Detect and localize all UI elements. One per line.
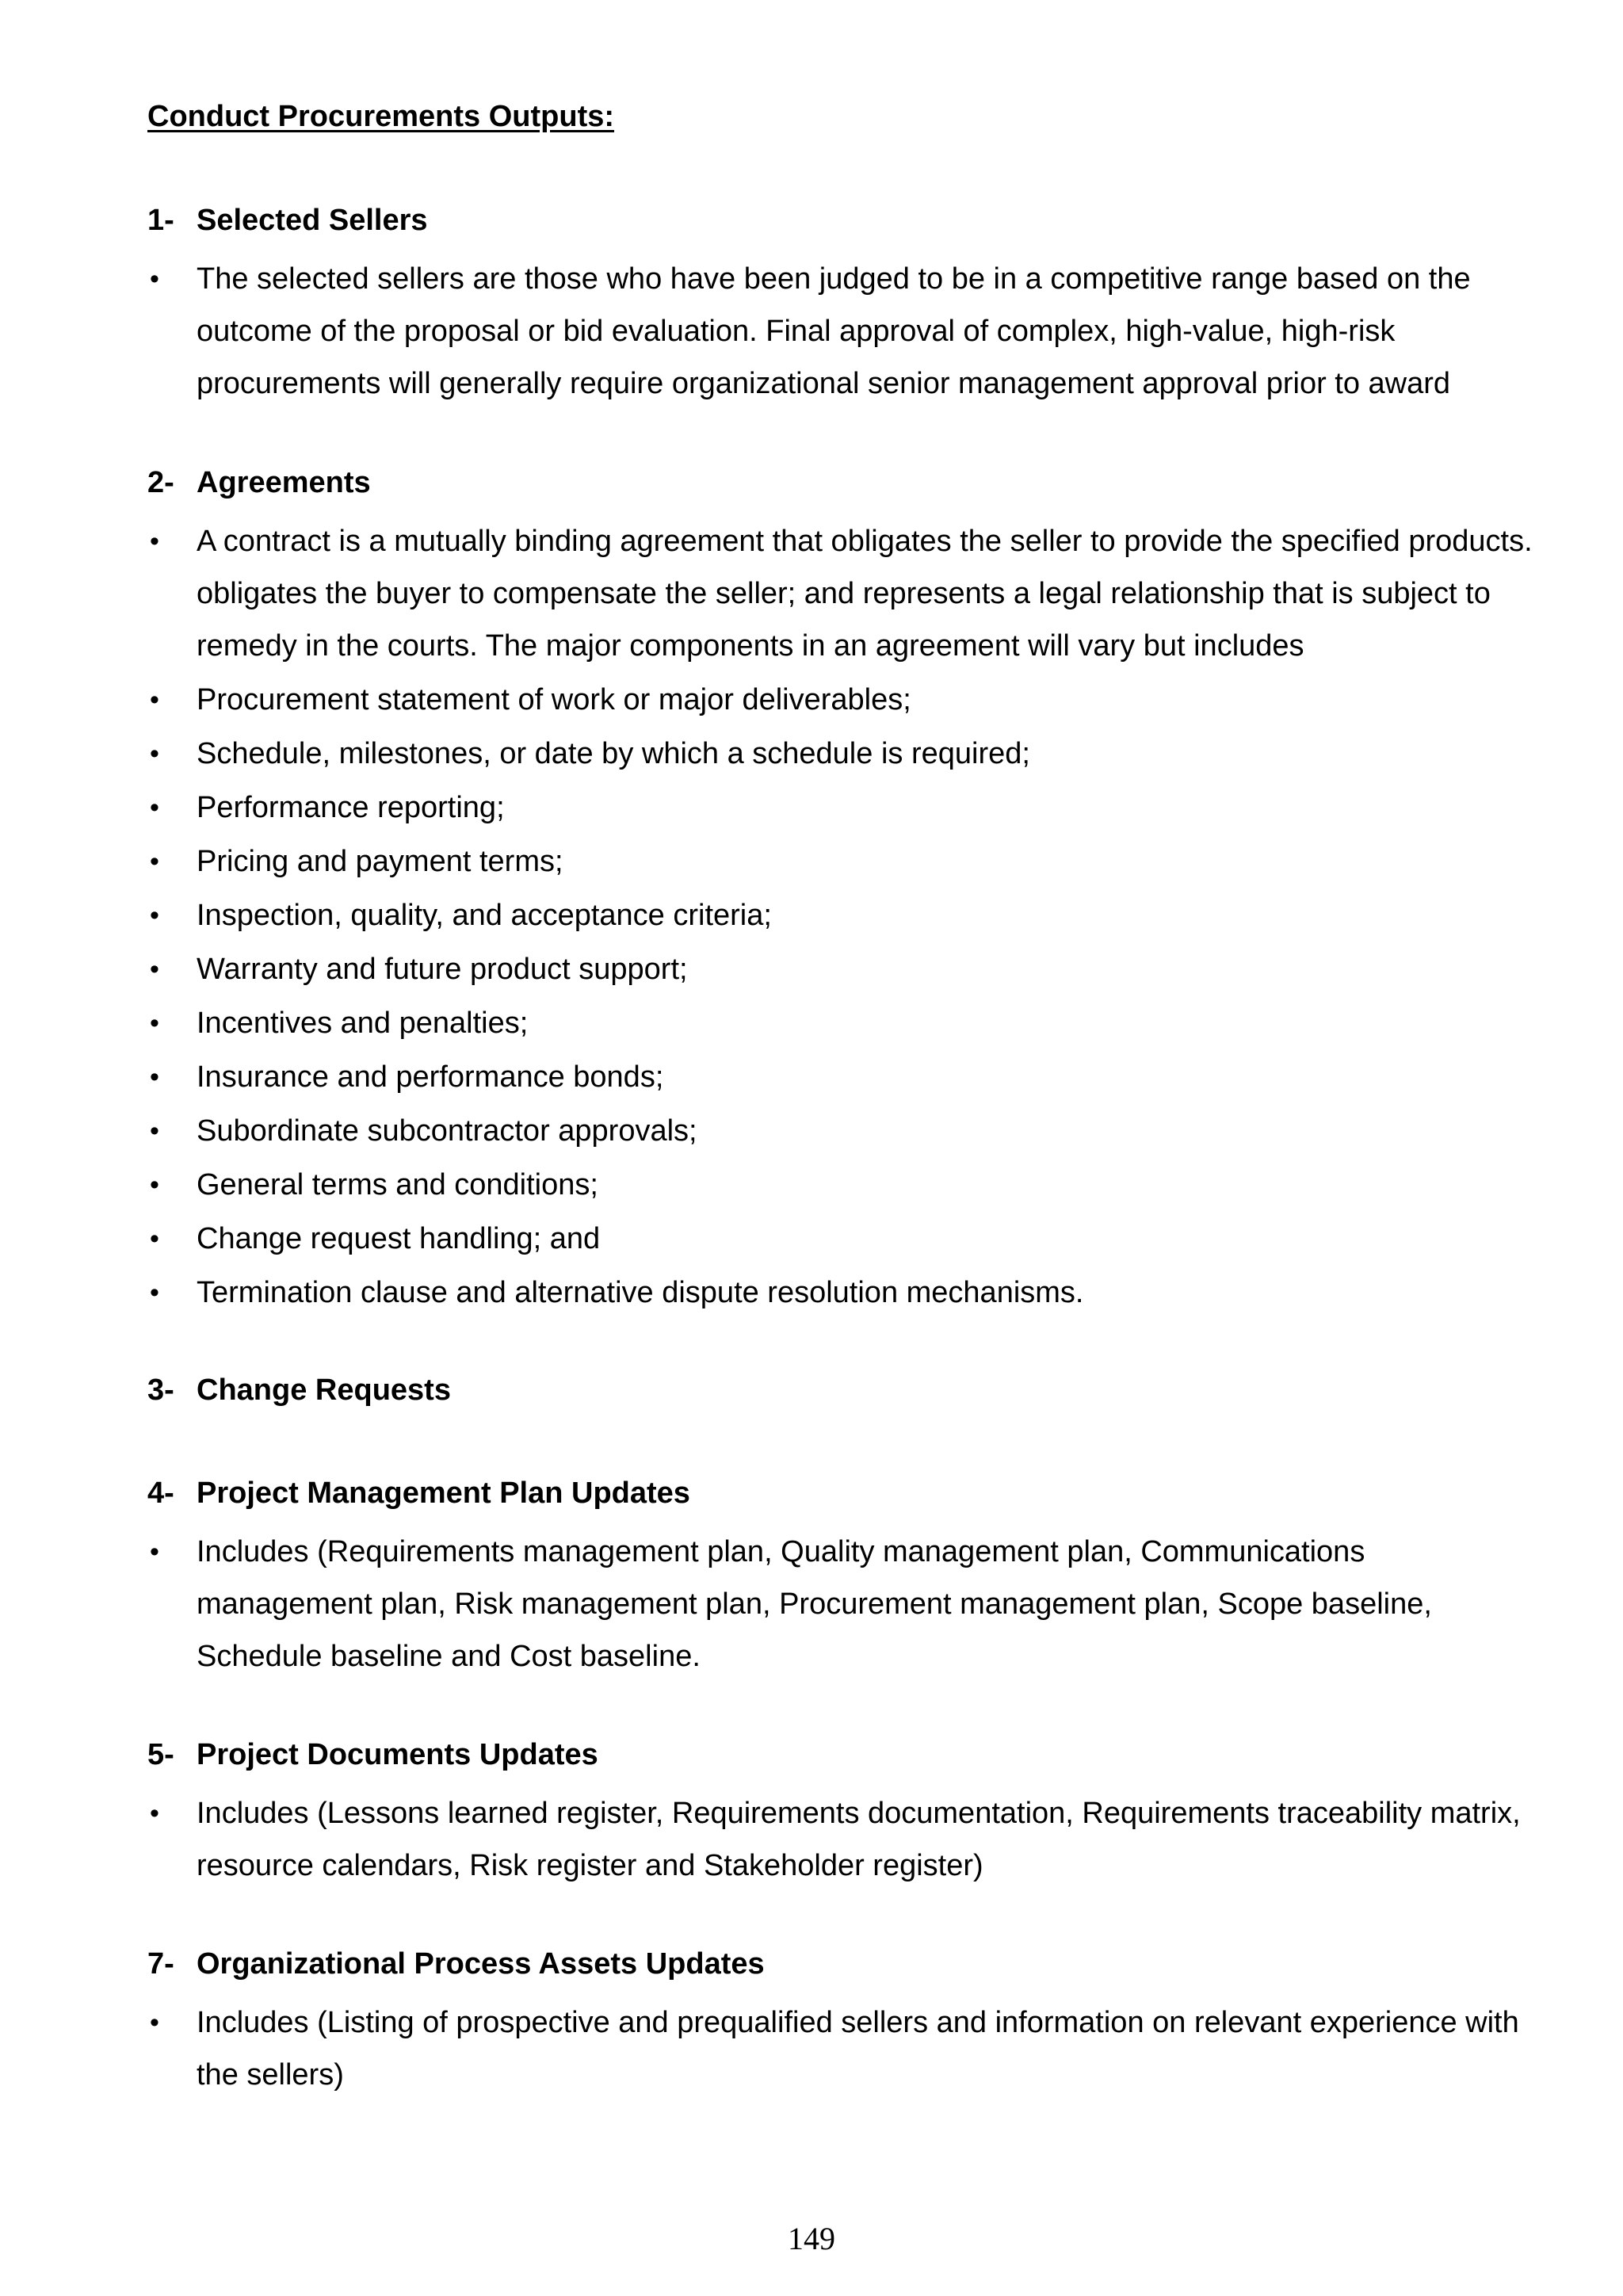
list-item-text: Performance reporting;	[197, 791, 505, 824]
section-title	[147, 199, 1542, 242]
list-item	[147, 674, 1542, 726]
bullet-icon: •	[150, 2008, 159, 2038]
list-item	[147, 781, 1542, 834]
bullet-icon: •	[150, 1170, 159, 1200]
page-heading: Conduct Procurements Outputs:	[147, 100, 615, 133]
list-item-text: Schedule, milestones, or date by which a schedule is required;	[197, 737, 1030, 770]
list-item-text: Includes (Listing of prospective and prequalified sellers and information on relevant experience with the sellers)	[197, 2006, 1519, 2092]
section-title-text: Agreements	[197, 466, 371, 499]
bullet-icon: •	[150, 1798, 159, 1828]
list-item-text: Termination clause and alternative dispute resolution mechanisms.	[197, 1276, 1084, 1309]
bullet-list	[147, 515, 1542, 1319]
list-item	[147, 1105, 1542, 1157]
list-item	[147, 1787, 1542, 1892]
bullet-list	[147, 253, 1542, 410]
section-number: 3-	[147, 1373, 174, 1407]
bullet-icon: •	[150, 1116, 159, 1146]
bullet-icon: •	[150, 1224, 159, 1254]
section-number: 5-	[147, 1738, 174, 1771]
section-title-text: Project Management Plan Updates	[197, 1477, 690, 1510]
list-item	[147, 889, 1542, 942]
list-item	[147, 1526, 1542, 1683]
section-title-text: Selected Sellers	[197, 204, 428, 237]
section-agreements	[147, 461, 1542, 1320]
list-item-text: The selected sellers are those who have been judged to be in a competitive range based on the outcome of the proposal or bid evaluation. Final approval of complex, high-value, high-risk procurements will generally require organizational senior management approval prior to award	[197, 262, 1471, 400]
list-item	[147, 1996, 1542, 2101]
bullet-icon: •	[150, 526, 159, 556]
list-item-text: Procurement statement of work or major deliverables;	[197, 683, 911, 716]
section-number: 7-	[147, 1947, 174, 1981]
bullet-list	[147, 1787, 1542, 1892]
list-item	[147, 1051, 1542, 1103]
list-item-text: Warranty and future product support;	[197, 953, 688, 986]
list-item	[147, 253, 1542, 410]
bullet-icon: •	[150, 1062, 159, 1092]
section-organizational-process-assets-updates	[147, 1943, 1542, 2103]
list-item-text: A contract is a mutually binding agreement that obligates the seller to provide the specified products. obligates the buyer to compensate the seller; and represents a legal relationship that is subject to remedy in the courts. The major components in an agreement will vary but includes	[197, 525, 1533, 663]
section-title	[147, 1472, 1542, 1515]
section-project-documents-updates	[147, 1733, 1542, 1893]
section-title-text: Organizational Process Assets Updates	[197, 1947, 765, 1981]
list-item	[147, 997, 1542, 1049]
list-item	[147, 943, 1542, 995]
bullet-list	[147, 1996, 1542, 2101]
bullet-icon: •	[150, 793, 159, 823]
bullet-icon: •	[150, 685, 159, 715]
bullet-icon: •	[150, 846, 159, 877]
section-number: 2-	[147, 466, 174, 499]
section-change-requests	[147, 1369, 1542, 1412]
bullet-icon: •	[150, 1537, 159, 1567]
bullet-icon: •	[150, 264, 159, 294]
section-title	[147, 1369, 1542, 1412]
section-title	[147, 1733, 1542, 1776]
list-item-text: General terms and conditions;	[197, 1168, 598, 1201]
list-item-text: Change request handling; and	[197, 1222, 601, 1255]
section-title-text: Project Documents Updates	[197, 1738, 598, 1771]
section-title	[147, 461, 1542, 504]
section-title-text: Change Requests	[197, 1373, 451, 1407]
bullet-icon: •	[150, 900, 159, 930]
list-item-text: Insurance and performance bonds;	[197, 1060, 664, 1094]
list-item-text: Subordinate subcontractor approvals;	[197, 1114, 697, 1148]
list-item-text: Incentives and penalties;	[197, 1007, 529, 1040]
list-item-text: Includes (Requirements management plan, Quality management plan, Communications management plan, Risk management plan, Procurement management plan, Scope baseline, Schedule baseline and Cost baseline.	[197, 1535, 1432, 1673]
bullet-icon: •	[150, 1278, 159, 1308]
list-item	[147, 1266, 1542, 1319]
list-item-text: Includes (Lessons learned register, Requirements documentation, Requirements traceability matrix, resource calendars, Risk register and Stakeholder register)	[197, 1797, 1521, 1882]
section-number: 4-	[147, 1477, 174, 1510]
list-item-text: Inspection, quality, and acceptance criteria;	[197, 899, 772, 932]
list-item	[147, 1159, 1542, 1211]
section-title	[147, 1943, 1542, 1985]
page-number: 149	[788, 2221, 835, 2256]
section-project-management-plan-updates	[147, 1472, 1542, 1684]
bullet-icon: •	[150, 954, 159, 984]
section-selected-sellers	[147, 199, 1542, 411]
list-item	[147, 515, 1542, 672]
section-number: 1-	[147, 204, 174, 237]
bullet-icon: •	[150, 739, 159, 769]
list-item	[147, 728, 1542, 780]
bullet-icon: •	[150, 1008, 159, 1038]
list-item	[147, 835, 1542, 888]
bullet-list	[147, 1526, 1542, 1683]
list-item	[147, 1213, 1542, 1265]
list-item-text: Pricing and payment terms;	[197, 845, 563, 878]
